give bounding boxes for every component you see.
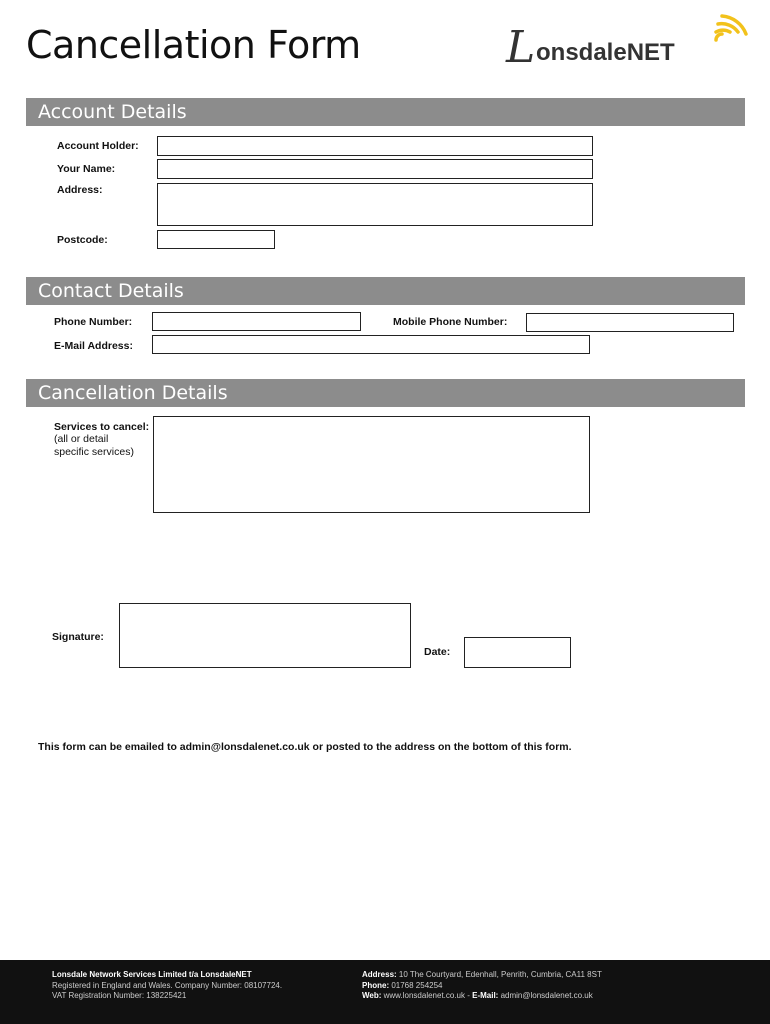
submission-note: This form can be emailed to admin@lonsdalenet.co.uk or posted to the address on the bottom of this form. — [38, 741, 572, 753]
email-address-field[interactable] — [152, 335, 590, 354]
footer-phone-label: Phone: — [362, 980, 390, 990]
footer-email-label: E-Mail: — [472, 991, 499, 1000]
form-title: Cancellation Form — [26, 23, 361, 67]
footer-address-label: Address: — [362, 970, 397, 979]
footer-company-name: Lonsdale Network Services Limited t/a LonsdaleNET — [52, 970, 252, 979]
footer-web-label: Web: — [362, 991, 382, 1000]
services-to-cancel-field[interactable] — [153, 416, 590, 513]
footer — [0, 960, 770, 1024]
phone-number-label: Phone Number: — [54, 316, 133, 328]
date-label: Date: — [424, 646, 451, 658]
footer-contact-info — [362, 970, 602, 1002]
lonsdalenet-logo — [502, 12, 752, 72]
section-account-details: Account Details — [26, 98, 745, 126]
svg-text:L: L — [506, 22, 536, 72]
section-contact-details: Contact Details — [26, 277, 745, 305]
footer-web-link[interactable]: www.lonsdalenet.co.uk - — [381, 991, 473, 1000]
email-address-label: E-Mail Address: — [54, 340, 133, 352]
mobile-phone-label: Mobile Phone Number: — [393, 316, 508, 328]
footer-company-info — [52, 970, 282, 1002]
address-label: Address: — [57, 184, 103, 196]
phone-number-field[interactable] — [152, 312, 361, 331]
services-to-cancel-label: Services to cancel: — [54, 421, 150, 433]
mobile-phone-field[interactable] — [526, 313, 734, 332]
footer-registration: Registered in England and Wales. Company Number: 08107724. — [52, 980, 283, 990]
account-holder-label: Account Holder: — [57, 140, 139, 152]
wifi-signal-icon — [716, 16, 746, 40]
your-name-label: Your Name: — [57, 163, 116, 175]
postcode-field[interactable] — [157, 230, 275, 249]
footer-address-value: 10 The Courtyard, Edenhall, Penrith, Cumbria, CA11 8ST — [396, 970, 602, 979]
postcode-label: Postcode: — [57, 234, 108, 246]
address-field[interactable] — [157, 183, 593, 226]
services-hint-line-2: specific services) — [54, 446, 134, 458]
signature-label: Signature: — [52, 631, 104, 643]
account-holder-field[interactable] — [157, 136, 593, 156]
footer-vat: VAT Registration Number: 138225421 — [52, 991, 187, 1000]
signature-field[interactable] — [119, 603, 411, 668]
date-field[interactable] — [464, 637, 571, 668]
section-cancellation-details: Cancellation Details — [26, 379, 745, 407]
svg-text:onsdaleNET: onsdaleNET — [536, 39, 675, 66]
services-hint-line-1: (all or detail — [54, 433, 109, 445]
footer-email-link[interactable]: admin@lonsdalenet.co.uk — [498, 991, 593, 1000]
your-name-field[interactable] — [157, 159, 593, 179]
footer-phone-value: 01768 254254 — [389, 980, 443, 990]
